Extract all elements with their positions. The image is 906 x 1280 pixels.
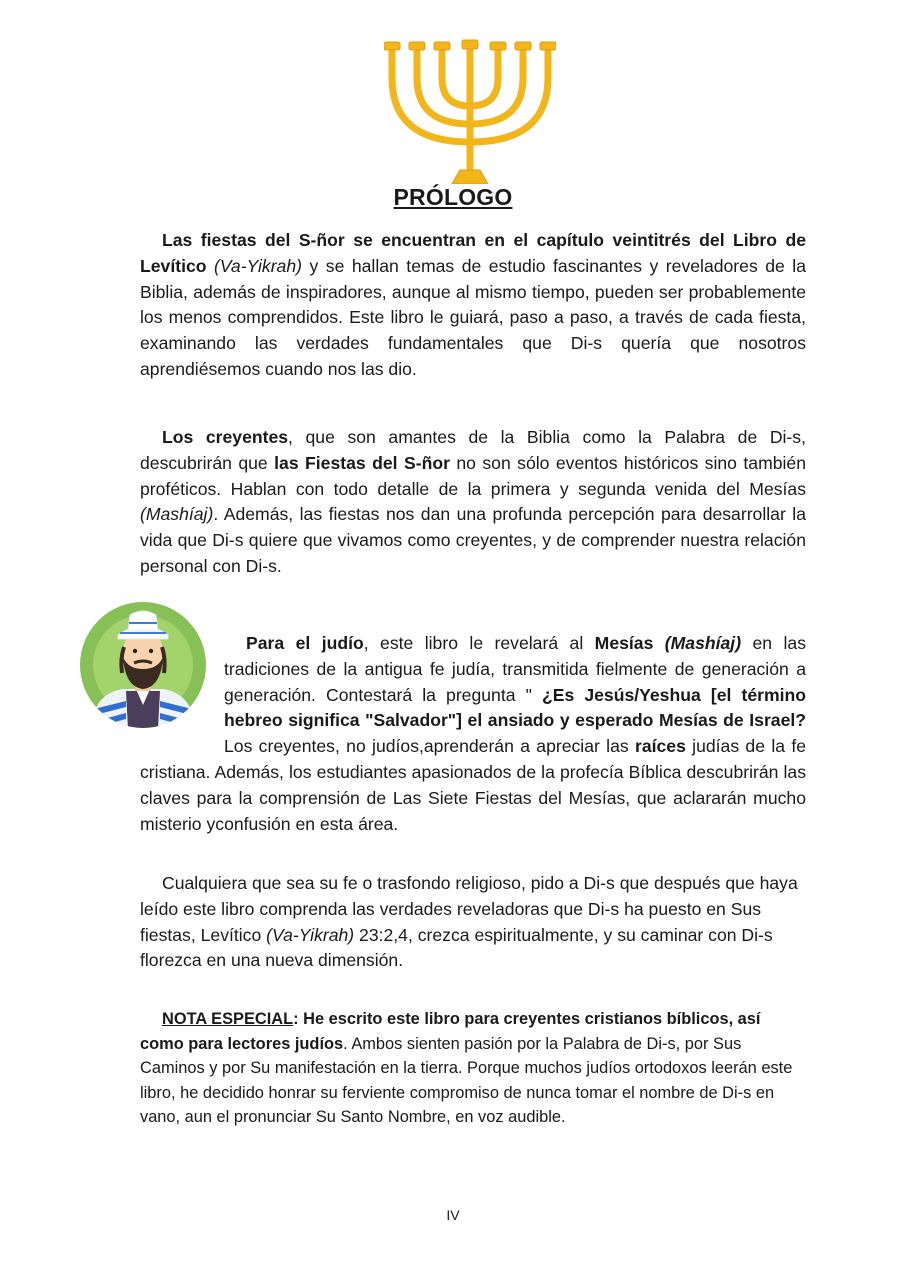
p1-text: y se hallan temas de estudio fascinantes y reveladores de la Biblia, además de inspiradores, aunque al mismo tiempo, pueden ser probablemente los menos comprendidos. Este libro le guiará, paso a paso, a través de cada fiesta, examinando las verdades fundamentales que Di-s quería que nosotros aprendiésemos cuando nos las dio.: [140, 255, 806, 379]
p2-bold-1: Los creyentes: [162, 427, 289, 447]
p3-text-1: , este libro le revelará al: [363, 633, 595, 653]
p5-bold: : He escrito este libro para creyentes cristianos bíblicos, así como para lectores judíos: [140, 1010, 761, 1053]
p3-text-2: en las tradiciones de la antigua fe judía, transmitida fielmente de generación a generación. Contestará la pregunta ": [224, 633, 806, 705]
menorah-icon: [384, 38, 556, 184]
paragraph-1: [140, 228, 806, 383]
p3-bold-2: Mesías: [594, 633, 665, 653]
p3-bold-3: ¿Es Jesús/Yeshua [el término hebreo significa "Salvador"] el ansiado y esperado Mesías de Israel?: [224, 684, 807, 731]
p2-text-2: no son sólo eventos históricos sino también proféticos. Hablan con todo detalle de la primera y segunda venida del Mesías: [140, 452, 806, 499]
p2-bold-2: las Fiestas del S-ñor: [274, 452, 450, 473]
p3-text-4: judías de la fe cristiana. Además, los estudiantes apasionados de la profecía Bíblica descubrirán las claves para la comprensión de Las Siete Fiestas del Mesías, que aclararán mucho misterio yconfusión en esta área.: [140, 736, 807, 834]
p3-bold-4: raíces: [634, 736, 686, 757]
p5-text: . Ambos sienten pasión por la Palabra de Di-s, por Sus Caminos y por Su manifestación en la tierra. Porque muchos judíos ortodoxos leerán este libro, he decidido honrar su ferviente compromiso de nunca tomar el nombre de Di-s en vano, aun el pronunciar Su Santo Nombre, en voz audible.: [140, 1034, 793, 1127]
p2-italic: (Mashíaj): [140, 504, 214, 525]
p1-bold: Las fiestas del S-ñor se encuentran en el capítulo veintitrés del Libro de Levítico: [140, 230, 806, 276]
page-number: IV: [446, 1207, 460, 1223]
p2-text-3: . Además, las fiestas nos dan una profunda percepción para desarrollar la vida que Di-s quiere que vivamos como creyentes, y de comprender nuestra relación personal con Di-s.: [140, 504, 806, 576]
p4-text-1: Cualquiera que sea su fe o trasfondo religioso, pido a Di-s que después que haya leído este libro comprenda las verdades reveladoras que Di-s ha puesto en Sus fiestas, Levítico: [140, 873, 798, 945]
paragraph-4: [140, 871, 806, 974]
p4-italic: (Va-Yikrah): [266, 924, 355, 945]
p4-text-2: 23:2,4, crezca espiritualmente, y su caminar con Di-s florezca en una nueva dimensión.: [140, 924, 773, 971]
paragraph-2: [140, 425, 806, 580]
paragraph-3: [140, 631, 806, 837]
p3-bold-1: Para el judío: [246, 633, 364, 653]
p1-italic: (Va-Yikrah): [213, 255, 302, 276]
page-title: PRÓLOGO: [393, 184, 513, 210]
paragraph-5: [140, 1007, 806, 1130]
p3-text-3: Los creyentes, no judíos,aprenderán a apreciar las: [224, 736, 635, 757]
p2-text-1: , que son amantes de la Biblia como la Palabra de Di-s, descubrirán que: [140, 427, 806, 473]
p3-bold-italic: (Mashíaj): [664, 633, 742, 653]
special-note-label: NOTA ESPECIAL: [162, 1010, 294, 1028]
